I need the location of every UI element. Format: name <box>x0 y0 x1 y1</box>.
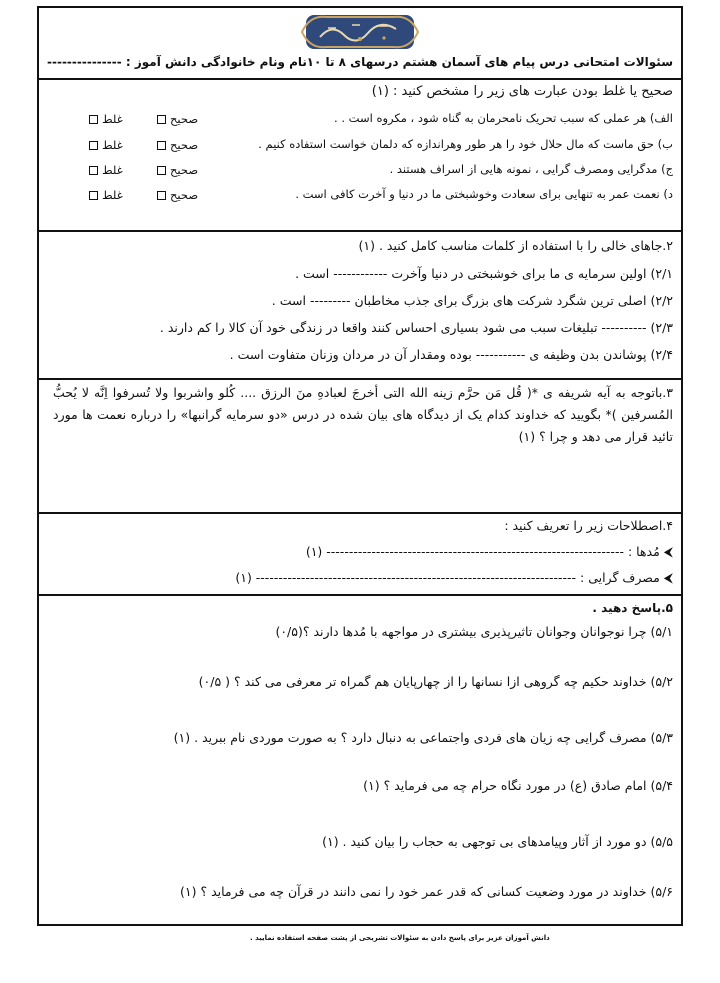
section-verse-question <box>39 378 681 514</box>
q5-item-1: ۵/۱) چرا نوجوانان وجوانان تاثیرپذیری بیشتری در مواجهه با مُدها دارند ؟(۰/۵) <box>275 624 673 639</box>
q1-item-a: الف) هر عملی که سبب تحریک نامحرمان به گناه شود ، مکروه است . . <box>334 111 673 125</box>
q1-d-correct-option[interactable] <box>157 188 198 202</box>
q1-title: صحیح یا غلط بودن عبارت های زیر را مشخص کنید : (۱) <box>371 84 673 99</box>
q2-item-1: ۲/۱) اولین سرمایه ی ما برای خوشبختی در دنیا وآخرت ------------ است . <box>295 266 673 281</box>
student-name-field: نام ونام خانوادگی دانش آموز : --------------- <box>47 55 307 69</box>
q1-item-b: ب) حق ماست که مال حلال خود را هر طور وهراندازه که دلمان خواست استفاده کنیم . <box>258 137 673 151</box>
q5-item-3: ۵/۳) مصرف گرایی چه زیان های فردی واجتماعی به دنبال دارد ؟ به صورت موردی نام ببرید . (۱) <box>173 730 673 745</box>
section-true-false <box>39 78 681 232</box>
section-fill-blanks <box>39 230 681 380</box>
exam-title: سئوالات امتحانی درس پیام های آسمان هشتم درسهای ۸ تا ۱۰ <box>306 55 673 69</box>
q1-c-correct-option[interactable] <box>157 163 198 177</box>
q1-b-correct-checkbox[interactable] <box>157 141 166 150</box>
q4-item-2-text: مصرف گرایی : ----------------------------------------------------------------------- (۱) <box>235 570 660 585</box>
wrong-label: غلط <box>102 188 123 202</box>
q1-b-wrong-checkbox[interactable] <box>89 141 98 150</box>
wrong-label: غلط <box>102 112 123 126</box>
q1-c-correct-checkbox[interactable] <box>157 166 166 175</box>
q4-title: ۴.اصطلاحات زیر را تعریف کنید : <box>504 518 673 533</box>
correct-label: صحیح <box>170 188 199 202</box>
calligraphy-logo <box>300 11 420 53</box>
q2-title: ۲.جاهای خالی را با استفاده از کلمات مناسب کامل کنید . (۱) <box>358 238 673 253</box>
wrong-label: غلط <box>102 138 123 152</box>
correct-label: صحیح <box>170 163 199 177</box>
correct-label: صحیح <box>170 138 199 152</box>
q1-d-wrong-option[interactable] <box>89 188 123 202</box>
q1-c-wrong-checkbox[interactable] <box>89 166 98 175</box>
footer-note: دانش آموزان عزیز برای پاسخ دادن به سئوالات تشریحی از پشت صفحه استفاده نمایید . <box>250 934 550 942</box>
q1-a-wrong-checkbox[interactable] <box>89 115 98 124</box>
q4-item-1 <box>306 544 673 560</box>
q1-item-d: د) نعمت عمر به تنهایی برای سعادت وخوشبختی ما در دنیا و آخرت کافی است . <box>295 187 673 201</box>
section-answer-questions <box>39 594 681 924</box>
q4-item-2 <box>235 570 673 586</box>
q5-title: ۵.پاسخ دهید . <box>592 601 673 615</box>
q1-item-c: ج) مدگرایی ومصرف گرایی ، نمونه هایی از اسراف هستند . <box>389 162 673 176</box>
arrow-pointer-icon: ⮜ <box>663 545 673 560</box>
exam-header <box>39 8 681 80</box>
q5-item-4: ۵/۴) امام صادق (ع) در مورد نگاه حرام چه می فرماید ؟ (۱) <box>363 778 673 793</box>
q1-a-correct-option[interactable] <box>157 112 198 126</box>
q1-a-correct-checkbox[interactable] <box>157 115 166 124</box>
q2-item-2: ۲/۲) اصلی ترین شگرد شرکت های بزرگ برای جذب مخاطبان --------- است . <box>271 293 673 308</box>
q1-b-correct-option[interactable] <box>157 138 198 152</box>
exam-frame <box>37 6 683 926</box>
q2-item-3: ۲/۳) ---------- تبلیغات سبب می شود بسیاری احساس کنند واقعا در زندگی خود آن کالا را کم دارند . <box>159 320 673 335</box>
q1-a-wrong-option[interactable] <box>89 112 123 126</box>
q1-d-correct-checkbox[interactable] <box>157 191 166 200</box>
q5-item-6: ۵/۶) خداوند در مورد وضعیت کسانی که قدر عمر خود را نمی دانند در قرآن چه می فرماید ؟ (۱) <box>180 884 673 899</box>
q3-text: ۳.باتوجه به آیه شریفه ی *( قُل مَن حرَّم زینه الله التی أخرجَ لعبادهِ منَ الرزق .... کُلو واشربوا ولا تُسرفوا اِنَّه لا یُحبُّ المُسرفین )* بگویید که خداوند کدام یک از دیدگاه های بیان شده در درس «دو سرمایه گرانبها» را درباره نعمت ها مورد تائید قرار می دهد و چرا ؟ (۱) <box>53 385 673 444</box>
q4-item-1-text: مُدها : ------------------------------------------------------------------ (۱) <box>305 544 660 559</box>
arrow-pointer-icon: ⮜ <box>663 571 673 586</box>
section-definitions <box>39 512 681 596</box>
q2-item-4: ۲/۴) پوشاندن بدن وظیفه ی ----------- بوده ومقدار آن در مردان وزنان متفاوت است . <box>229 347 673 362</box>
q1-b-wrong-option[interactable] <box>89 138 123 152</box>
q1-d-wrong-checkbox[interactable] <box>89 191 98 200</box>
wrong-label: غلط <box>102 163 123 177</box>
q5-item-2: ۵/۲) خداوند حکیم چه گروهی ازا نسانها را از چهارپایان هم گمراه تر معرفی می کند ؟ ( ۰/۵) <box>198 674 673 689</box>
q5-item-5: ۵/۵) دو مورد از آثار وپیامدهای بی توجهی به حجاب را بیان کنید . (۱) <box>322 834 673 849</box>
q1-c-wrong-option[interactable] <box>89 163 123 177</box>
correct-label: صحیح <box>170 112 199 126</box>
